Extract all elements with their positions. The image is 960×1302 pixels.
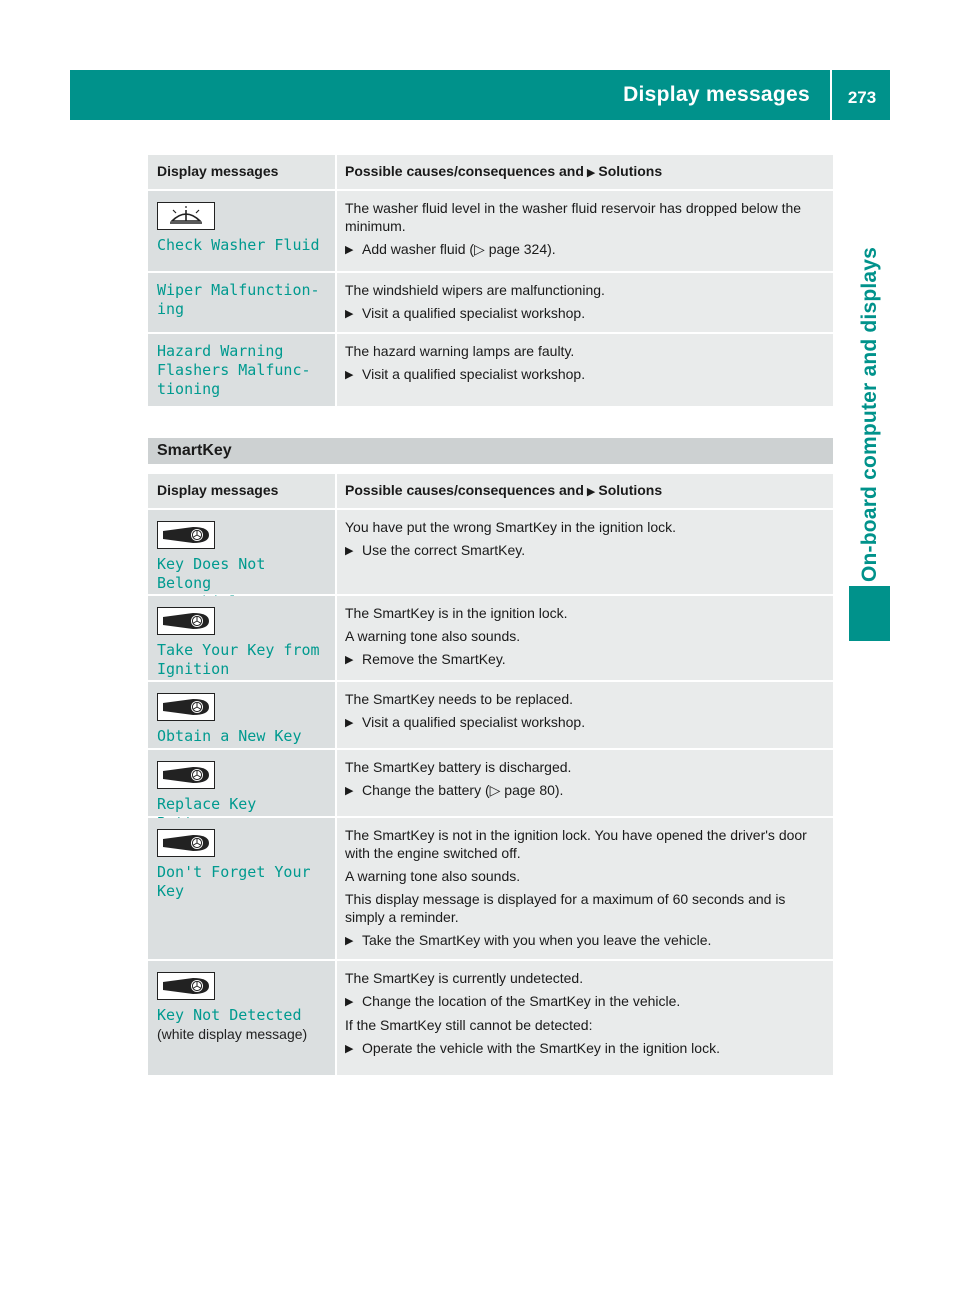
action-arrow-icon: ▶ [345,935,354,947]
action-arrow-icon: ▶ [345,654,354,666]
action-arrow-icon: ▶ [345,785,354,797]
action-arrow-icon: ▶ [586,167,596,179]
cause-text: The windshield wipers are malfunctioning. [345,282,605,298]
cause-text: You have put the wrong SmartKey in the ignition lock. [345,519,677,535]
solution-item: ▶ Operate the vehicle with the SmartKey in the ignition lock. [345,1040,720,1056]
cause-text: A warning tone also sounds. [345,868,521,884]
solution-item: ▶ Change the location of the SmartKey in the vehicle. [345,993,681,1009]
action-arrow-icon: ▶ [345,996,354,1008]
col-header-solutions: Possible causes/consequences and ▶ Solutions [337,155,833,189]
message-text: Key Not Detected [157,1006,302,1024]
cause-text: The SmartKey is currently undetected. [345,970,584,986]
page-number: 273 [847,88,877,107]
solution-item: ▶ Remove the SmartKey. [345,651,506,667]
solution-item: ▶ Visit a qualified specialist workshop. [345,366,586,382]
cause-text: The washer fluid level in the washer fluid reservoir has dropped below the minimum. [345,200,802,234]
smartkey-icon [157,829,215,857]
solution-item: ▶ Use the correct SmartKey. [345,542,526,558]
side-tab-label: On-board computer and displays [858,246,881,582]
solution-item: ▶ Visit a qualified specialist workshop. [345,305,586,321]
smartkey-icon [157,761,215,789]
message-text: Obtain a New Key [157,727,302,745]
action-arrow-icon: ▶ [345,244,354,256]
message-text: Don't Forget Your Key [157,863,311,900]
messages-table-1 [148,155,833,408]
action-arrow-icon: ▶ [345,717,354,729]
action-arrow-icon: ▶ [345,369,354,381]
message-text: Replace Key [157,795,257,813]
cause-text: The SmartKey is in the ignition lock. [345,605,568,621]
cause-text: The SmartKey needs to be replaced. [345,691,574,707]
message-text: Hazard Warning Flashers Malfunc- tioning [157,342,311,398]
cause-text: If the SmartKey still cannot be detected: [345,1017,593,1033]
header-separator [830,70,832,120]
table-row [148,596,833,682]
col-header-solutions: Possible causes/consequences and ▶ Solutions [337,474,833,508]
solution-item: ▶ Take the SmartKey with you when you leave the vehicle. [345,932,712,948]
message-text: Check Washer Fluid [157,236,320,254]
table-row [148,334,833,408]
smartkey-icon [157,972,215,1000]
messages-table-2 [148,474,833,1077]
solution-item: ▶ Visit a qualified specialist workshop. [345,714,586,730]
smartkey-icon [157,521,215,549]
section-title: SmartKey [148,438,833,464]
page-header [70,70,890,120]
action-arrow-icon: ▶ [586,486,596,498]
message-text: Wiper Malfunction- ing [157,281,320,318]
cause-text: The hazard warning lamps are faulty. [345,343,575,359]
solution-item: ▶ Change the battery (▷ page 80). [345,782,564,798]
message-note: (white display message) [157,1026,308,1042]
table-header [148,155,833,191]
header-title: Display messages [623,83,810,106]
smartkey-icon [157,607,215,635]
col-header-messages: Display messages [148,155,335,189]
table-row [148,961,833,1077]
cause-text: This display message is displayed for a maximum of 60 seconds and is simply a reminder. [345,891,786,925]
action-arrow-icon: ▶ [345,1043,354,1055]
table-row [148,510,833,596]
message-text: Take Your Key from Ignition [157,641,320,678]
table-row [148,750,833,818]
table-row [148,682,833,750]
cause-text: A warning tone also sounds. [345,628,521,644]
cause-text: The SmartKey is not in the ignition lock. You have opened the driver's door with the engine switched off. [345,827,807,861]
message-text: Key Does Not Belong [157,555,266,592]
action-arrow-icon: ▶ [345,545,354,557]
table-header [148,474,833,510]
washer-fluid-icon [157,202,215,230]
solution-item: ▶ Add washer fluid (▷ page 324). [345,241,556,257]
action-arrow-icon: ▶ [345,308,354,320]
smartkey-icon [157,693,215,721]
cause-text: The SmartKey battery is discharged. [345,759,572,775]
table-row [148,273,833,334]
side-tab-block [849,586,890,641]
table-row [148,191,833,273]
col-header-messages: Display messages [148,474,335,508]
table-row [148,818,833,961]
